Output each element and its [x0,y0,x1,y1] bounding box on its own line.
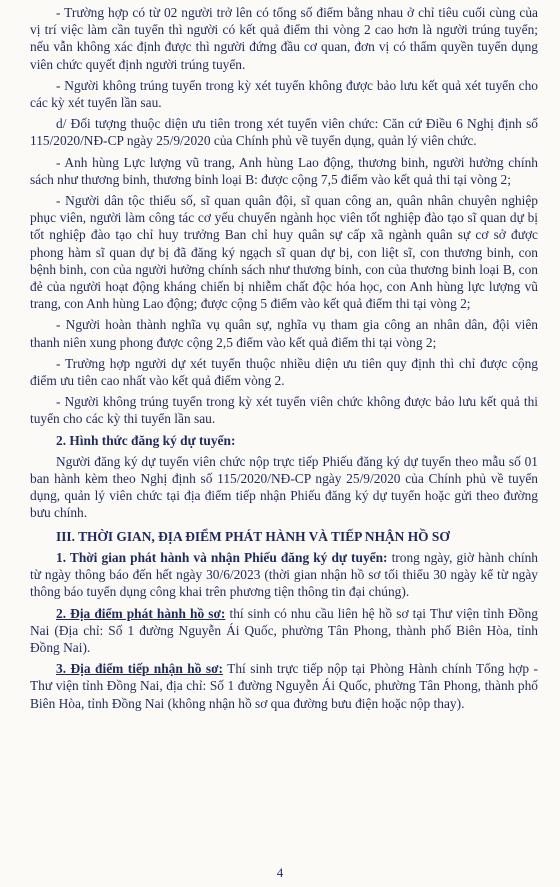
section-heading-iii: III. THỜI GIAN, ĐỊA ĐIỂM PHÁT HÀNH VÀ TIẾP NHẬN HỒ SƠ [56,528,450,544]
paragraph-registration-method: Người đăng ký dự tuyển viên chức nộp trực tiếp Phiếu đăng ký dự tuyển theo mẫu số 01 ban hành kèm theo Nghị định số 115/2020/NĐ-CP ngày 25/9/2020 của Chính phủ về tuyển dụng, quản lý viên chức tại địa điểm tiếp nhận Phiếu đăng ký dự tuyển hoặc gửi theo đường bưu chính. [30,453,538,521]
paragraph-priority-subjects: d/ Đối tượng thuộc diện ưu tiên trong xét tuyển viên chức: Căn cứ Điều 6 Nghị định số 115/2020/NĐ-CP ngày 25/9/2020 của Chính phủ về tuyển dụng, quản lý viên chức. [30,116,538,149]
receive-location-text: Thí sinh trực tiếp nộp tại Phòng Hành chính Tổng hợp - Thư viện tỉnh Đồng Nai, địa chỉ: Số 1 đường Nguyễn Ái Quốc, phường Tân Phong, thành phố Biên Hòa, tỉnh Đồng Nai (không nhận hồ sơ qua đường bưu điện hoặc nộp thay). [30,661,538,711]
paragraph-tie-break-rule: - Trường hợp có từ 02 người trở lên có tổng số điểm bằng nhau ở chỉ tiêu cuối cùng của vị trí việc làm cần tuyển thì người có kết quả điểm thi vòng 2 cao hơn là người trúng tuyển; nếu vẫn không xác định được thì người đứng đầu cơ quan, đơn vị có thẩm quyền tuyển dụng viên chức quyết định người trúng tuyển. [30,5,538,72]
issue-location-text: thí sinh có nhu cầu liên hệ hồ sơ tại Thư viện tỉnh Đồng Nai (Địa chỉ: Số 1 đường Nguyễn Ái Quốc, phường Tân Phong, thành phố Biên Hòa, tỉnh Đồng Nai). [30,605,538,655]
issue-location-label: 2. Địa điểm phát hành hồ sơ: [56,605,226,621]
paragraph-priority-5: - Người dân tộc thiểu số, sĩ quan quân đội, sĩ quan công an, quân nhân chuyên nghiệp phục viên, người làm công tác cơ yếu chuyển ngành học viên tốt nghiệp đào tạo sĩ quan dự bị tốt nghiệp đào tạo chỉ huy trưởng Ban chỉ huy quân sự cấp xã ngành quân sự cơ sở được phong hàm sĩ quan dự bị đã đăng ký ngạch sĩ quan dự bị, con liệt sĩ, con thương binh, con bệnh binh, con của người hưởng chính sách như thương binh, con của thương binh loại B, con đẻ của người hoạt động kháng chiến bị nhiễm chất độc hóa học, con Anh hùng lực lượng vũ trang, con Anh hùng Lao động; được cộng 5 điểm vào kết quả điểm thi tại vòng 2; [30,193,538,312]
issue-time-label: 1. Thời gian phát hành và nhận Phiếu đăng ký dự tuyển: [56,549,388,565]
page-number: 4 [276,865,284,880]
paragraph-issue-location [30,605,538,657]
paragraph-priority-7-5: - Anh hùng Lực lượng vũ trang, Anh hùng Lao động, thương binh, người hưởng chính sách như thương binh, thương binh loại B: được cộng 7,5 điểm vào kết quả thi tại vòng 2; [30,154,538,187]
issue-time-text: trong ngày, giờ hành chính từ ngày thông báo đến hết ngày 30/6/2023 (thời gian nhận hồ sơ tối thiểu 30 ngày kể từ ngày thông báo tuyển dụng công khai trên phương tiện thông tin đại chúng). [30,549,539,600]
paragraph-priority-2-5: - Người hoàn thành nghĩa vụ quân sự, nghĩa vụ tham gia công an nhân dân, đội viên thanh niên xung phong được cộng 2,5 điểm vào kết quả điểm thi tại vòng 2; [30,317,538,350]
paragraph-no-reservation-2: - Người không trúng tuyển trong kỳ xét tuyển viên chức không được bảo lưu kết quả thi tuyển cho các kỳ thi tuyển lần sau. [30,394,538,427]
paragraph-receive-location [30,660,538,712]
heading-registration-form: 2. Hình thức đăng ký dự tuyển: [56,432,236,448]
paragraph-issue-time [30,549,538,601]
paragraph-no-reservation: - Người không trúng tuyển trong kỳ xét tuyển không được bảo lưu kết quả xét tuyển cho các kỳ xét tuyển lần sau. [30,77,538,111]
paragraph-multiple-priority: - Trường hợp người dự xét tuyển thuộc nhiều diện ưu tiên quy định thì chỉ được cộng điểm ưu tiên cao nhất vào kết quả điểm vòng 2. [30,355,538,389]
receive-location-label: 3. Địa điểm tiếp nhận hồ sơ: [56,661,223,677]
